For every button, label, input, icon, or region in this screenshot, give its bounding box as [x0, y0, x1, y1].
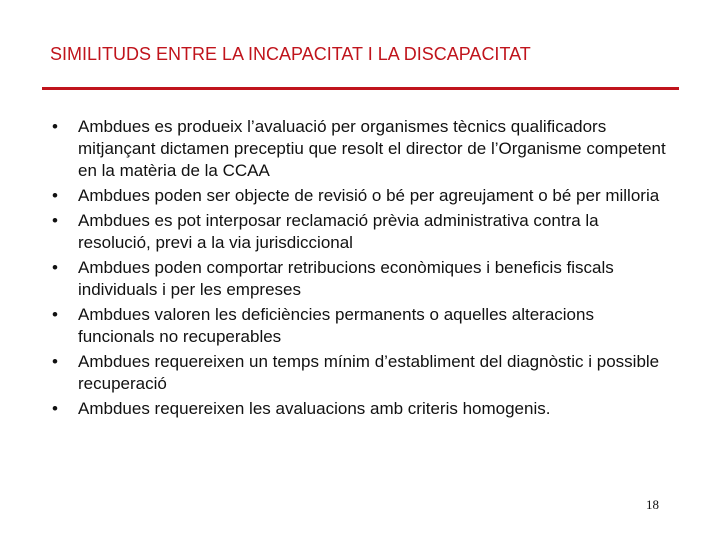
bullet-text: Ambdues es pot interposar reclamació prèvia administrativa contra la resolució, previ a la via jurisdiccional	[78, 211, 599, 252]
bullet-text: Ambdues valoren les deficiències permanents o aquelles alteracions funcionals no recuperables	[78, 305, 594, 346]
bullet-list	[52, 116, 672, 423]
bullet-text: Ambdues requereixen un temps mínim d’establiment del diagnòstic i possible recuperació	[78, 352, 660, 393]
bullet-text: Ambdues requereixen les avaluacions amb criteris homogenis.	[78, 399, 551, 418]
page-number: 18	[646, 497, 659, 512]
bullet-marker: •	[52, 399, 58, 418]
bullet-marker: •	[52, 186, 58, 205]
bullet-item-3	[52, 210, 672, 254]
bullet-marker: •	[52, 211, 58, 230]
bullet-item-7	[52, 398, 672, 420]
slide-title: SIMILITUDS ENTRE LA INCAPACITAT I LA DISCAPACITAT	[50, 44, 531, 64]
bullet-text: Ambdues poden comportar retribucions econòmiques i beneficis fiscals individuals i per les empreses	[78, 258, 614, 299]
bullet-text: Ambdues poden ser objecte de revisió o bé per agreujament o bé per milloria	[78, 186, 660, 205]
bullet-item-6	[52, 351, 672, 395]
title-divider	[42, 87, 679, 90]
bullet-marker: •	[52, 305, 58, 324]
bullet-text: Ambdues es produeix l’avaluació per organismes tècnics qualificadors mitjançant dictamen preceptiu que resolt el director de l’Organisme competent en la matèria de la CCAA	[78, 117, 666, 180]
bullet-marker: •	[52, 117, 58, 136]
bullet-item-2	[52, 185, 672, 207]
bullet-item-1	[52, 116, 672, 182]
bullet-marker: •	[52, 258, 58, 277]
bullet-marker: •	[52, 352, 58, 371]
bullet-item-5	[52, 304, 672, 348]
bullet-item-4	[52, 257, 672, 301]
